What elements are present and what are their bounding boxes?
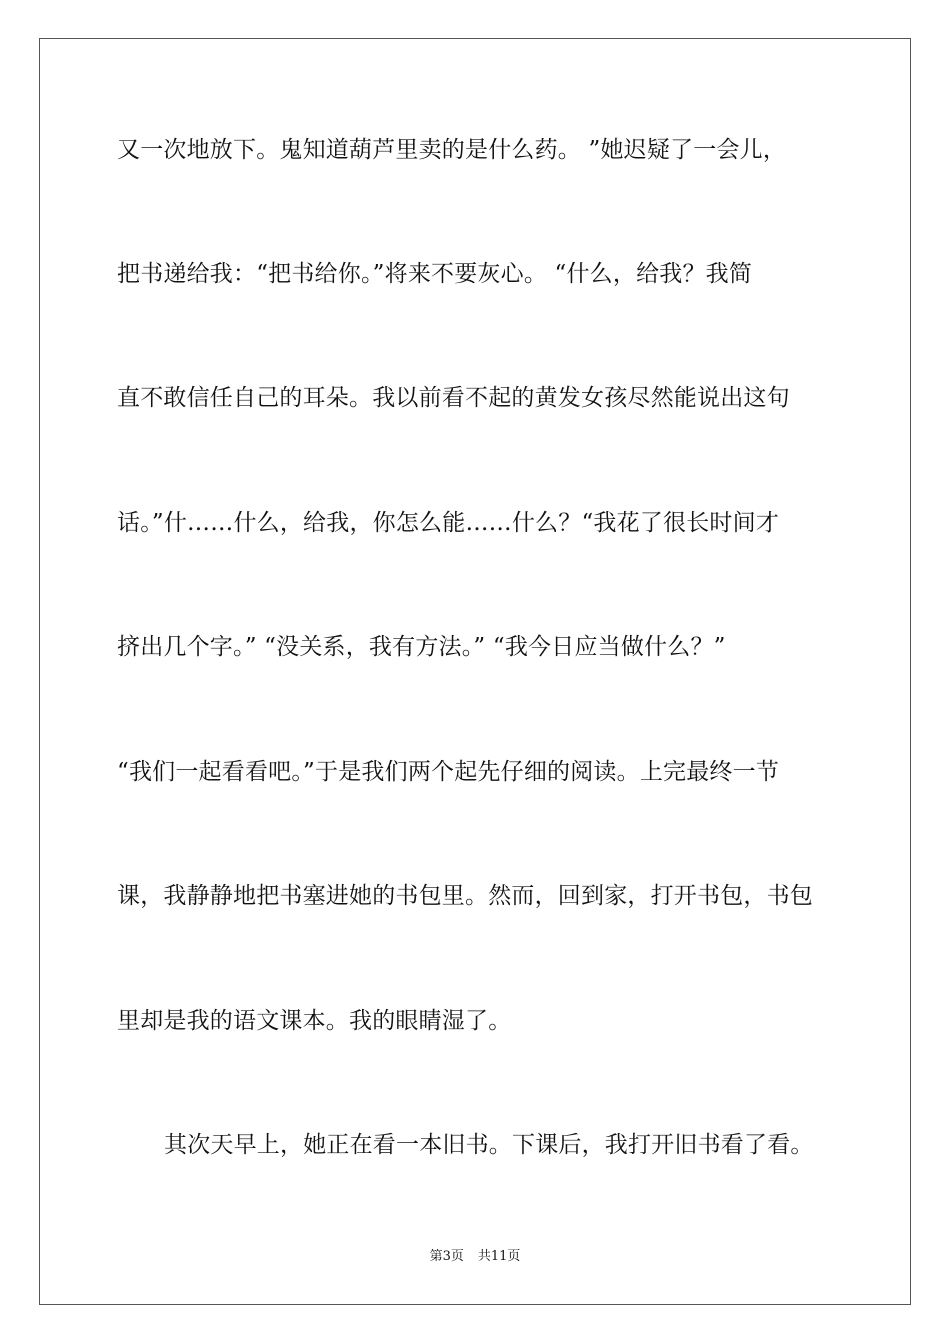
body-text-line: 直不敢信任自己的耳朵。我以前看不起的黄发女孩尽然能说出这句: [117, 385, 790, 411]
page-border: [39, 38, 911, 1305]
body-text-line: 又一次地放下。鬼知道葫芦里卖的是什么药。 ”她迟疑了一会儿，: [117, 137, 787, 163]
body-text-line: 把书递给我：“把书给你。”将来不要灰心。 “什么，给我？我简: [117, 261, 753, 287]
total-pages: 共11页: [477, 1249, 521, 1264]
page-footer: [0, 1248, 950, 1266]
body-text-line: 里却是我的语文课本。我的眼睛湿了。: [117, 1008, 512, 1034]
body-text-line: 课，我静静地把书塞进她的书包里。然而，回到家，打开书包，书包: [117, 883, 813, 909]
paragraph-start-line: 其次天早上，她正在看一本旧书。下课后，我打开旧书看了看。: [164, 1132, 814, 1158]
page-number: 第3页: [429, 1249, 464, 1264]
body-text-line: 话。”什……什么，给我，你怎么能……什么？“我花了很长时间才: [117, 510, 780, 536]
body-text-line: 挤出几个字。” “没关系，我有方法。” “我今日应当做什么？”: [117, 634, 726, 660]
body-text-line: “我们一起看看吧。”于是我们两个起先仔细的阅读。上完最终一节: [117, 759, 780, 785]
